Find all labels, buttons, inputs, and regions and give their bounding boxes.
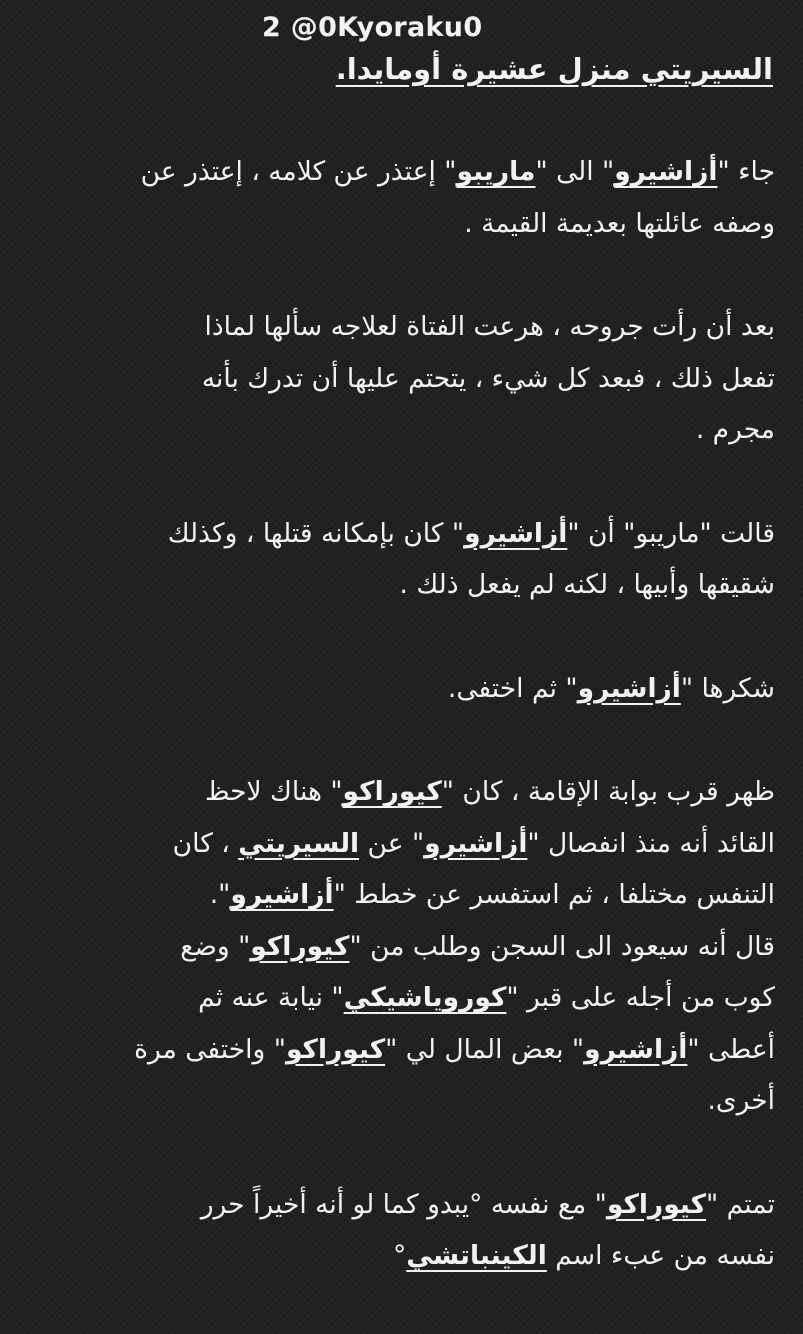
paragraph — [37, 921, 775, 1127]
text-line: نفسه من عبء اسم الكينباتشي° — [392, 1240, 775, 1271]
highlighted-name: أزاشيرو — [584, 1033, 688, 1065]
paragraph — [37, 663, 775, 715]
author-handle: 2 @0Kyoraku0 — [262, 12, 483, 43]
text-line: بعد أن رأت جروحه ، هرعت الفتاة لعلاجه سألها لماذا — [204, 311, 775, 342]
paragraph — [37, 1179, 775, 1282]
highlighted-name: أزاشيرو — [614, 156, 718, 187]
text-line: تفعل ذلك ، فبعد كل شيء ، يتحتم عليها أن تدرك بأنه — [201, 362, 775, 394]
highlighted-name: كيوراكو — [285, 1033, 386, 1065]
text-line: مجرم . — [695, 414, 775, 445]
post-body — [37, 146, 775, 1334]
paragraph — [37, 766, 775, 921]
text-line: أخرى. — [707, 1085, 775, 1116]
text-line: أعطى "أزاشيرو" بعض المال لي "كيوراكو" واختفى مرة — [134, 1033, 775, 1065]
text-line: شقيقها وأبيها ، لكنه لم يفعل ذلك . — [399, 569, 775, 600]
text-line: ظهر قرب بوابة الإقامة ، كان "كيوراكو" هناك لاحظ — [204, 776, 775, 807]
text-line: جاء "أزاشيرو" الى "ماريبو" إعتذر عن كلامه ، إعتذر عن — [140, 156, 775, 187]
highlighted-name: أزاشيرو — [577, 672, 681, 704]
text-line: القائد أنه منذ انفصال "أزاشيرو" عن السيريتي ، كان — [172, 827, 775, 859]
highlighted-name: كوروياشيكي — [343, 982, 507, 1013]
text-line: وصفه عائلتها بعديمة القيمة . — [464, 207, 775, 239]
highlighted-name: أزاشيرو — [464, 517, 568, 549]
highlighted-name: ماريبو — [456, 156, 536, 187]
text-line: كوب من أجله على قبر "كوروياشيكي" نيابة عنه ثم — [198, 982, 775, 1013]
highlighted-name: كيوراكو — [250, 930, 350, 962]
post-title: السيريتي منزل عشيرة أومايدا. — [335, 52, 773, 86]
text-line: شكرها "أزاشيرو" ثم اختفى. — [447, 672, 775, 704]
highlighted-name: كيوراكو — [342, 776, 442, 807]
highlighted-name: أزاشيرو — [230, 879, 334, 910]
paragraph — [37, 146, 775, 249]
paragraph — [37, 508, 775, 611]
highlighted-name: كيوراكو — [606, 1188, 707, 1220]
highlighted-name: الكينباتشي — [406, 1240, 547, 1271]
text-line: التنفس مختلفا ، ثم استفسر عن خطط "أزاشيرو". — [209, 879, 775, 910]
highlighted-name: أزاشيرو — [424, 827, 528, 859]
highlighted-name: السيريتي — [238, 827, 360, 859]
text-line: قالت "ماريبو" أن "أزاشيرو" كان بإمكانه قتلها ، وكذلك — [167, 517, 775, 549]
text-line: تمتم "كيوراكو" مع نفسه °يبدو كما لو أنه أخيراً حرر — [200, 1188, 775, 1220]
text-line: قال أنه سيعود الى السجن وطلب من "كيوراكو" وضع — [180, 930, 775, 962]
paragraph — [37, 301, 775, 456]
